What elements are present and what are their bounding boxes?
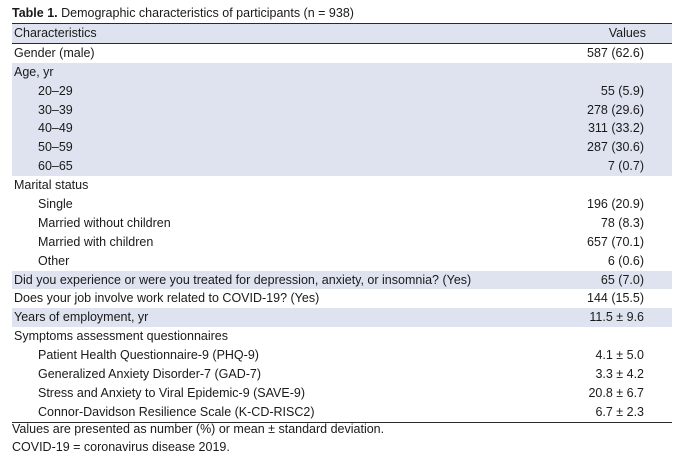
- row-value: 55 (5.9): [600, 83, 644, 98]
- row-label: Single: [38, 197, 73, 212]
- row-label: Patient Health Questionnaire-9 (PHQ-9): [38, 348, 259, 363]
- row-label: 40–49: [38, 121, 73, 136]
- row-value: 4.1 ± 5.0: [595, 348, 644, 363]
- row-value: 6 (0.6): [607, 253, 644, 268]
- header-values: Values: [608, 26, 646, 40]
- row-label: Gender (male): [14, 45, 95, 60]
- table-row: [12, 195, 672, 214]
- table-row: [12, 384, 672, 403]
- row-label: Marital status: [14, 178, 89, 193]
- row-value: 278 (29.6): [587, 102, 644, 117]
- row-value: 6.7 ± 2.3: [595, 404, 644, 419]
- table-row: [12, 308, 672, 327]
- row-value: 78 (8.3): [600, 215, 644, 230]
- table-row: [12, 327, 672, 346]
- row-label: 60–65: [38, 159, 73, 174]
- table-row: [12, 365, 672, 384]
- table-caption: [12, 3, 672, 23]
- row-label: Age, yr: [14, 64, 54, 79]
- table-row: [12, 157, 672, 176]
- table-row: [12, 346, 672, 365]
- row-label: 30–39: [38, 102, 73, 117]
- row-value: 3.3 ± 4.2: [595, 367, 644, 382]
- demographics-table: [12, 23, 672, 423]
- header-characteristics: Characteristics: [14, 26, 97, 40]
- row-label: Connor-Davidson Resilience Scale (K-CD-RISC2): [38, 404, 315, 419]
- table-row: [12, 44, 672, 63]
- table-row: [12, 271, 672, 290]
- row-label: Other: [38, 253, 70, 268]
- table-row: [12, 63, 672, 82]
- table-row: [12, 403, 672, 422]
- row-label: 20–29: [38, 83, 73, 98]
- row-label: Did you experience or were you treated for depression, anxiety, or insomnia? (Yes): [14, 272, 472, 287]
- table-body: [12, 44, 672, 422]
- row-label: Symptoms assessment questionnaires: [14, 329, 228, 344]
- row-value: 65 (7.0): [600, 272, 644, 287]
- table-row: [12, 214, 672, 233]
- row-label: Stress and Anxiety to Viral Epidemic-9 (SAVE-9): [38, 385, 306, 400]
- row-label: Married with children: [38, 234, 154, 249]
- row-value: 20.8 ± 6.7: [588, 385, 644, 400]
- table-caption-text: Demographic characteristics of participants (n = 938): [57, 6, 354, 20]
- table-row: [12, 289, 672, 308]
- row-value: 657 (70.1): [587, 234, 644, 249]
- table-caption-label: Table 1.: [12, 6, 58, 20]
- row-value: 287 (30.6): [587, 140, 644, 155]
- row-label: Does your job involve work related to COVID-19? (Yes): [14, 291, 320, 306]
- row-label: Married without children: [38, 215, 171, 230]
- row-value: 11.5 ± 9.6: [589, 310, 644, 325]
- row-value: 144 (15.5): [587, 291, 644, 306]
- table-row: [12, 101, 672, 120]
- table-row: [12, 82, 672, 101]
- table-header-row: [12, 24, 672, 44]
- row-label: 50–59: [38, 140, 73, 155]
- row-label: Years of employment, yr: [14, 310, 149, 325]
- row-label: Generalized Anxiety Disorder-7 (GAD-7): [38, 367, 261, 382]
- row-value: 196 (20.9): [587, 197, 644, 212]
- footnote-values: Values are presented as number (%) or mean ± standard deviation.: [12, 422, 385, 436]
- table-row: [12, 176, 672, 195]
- table-row: [12, 119, 672, 138]
- table-footnotes: [12, 420, 672, 456]
- table-row: [12, 138, 672, 157]
- table-row: [12, 252, 672, 271]
- row-value: 587 (62.6): [587, 45, 644, 60]
- row-value: 7 (0.7): [607, 159, 644, 174]
- footnote-covid: COVID-19 = coronavirus disease 2019.: [12, 440, 230, 454]
- table-row: [12, 233, 672, 252]
- row-value: 311 (33.2): [587, 121, 644, 136]
